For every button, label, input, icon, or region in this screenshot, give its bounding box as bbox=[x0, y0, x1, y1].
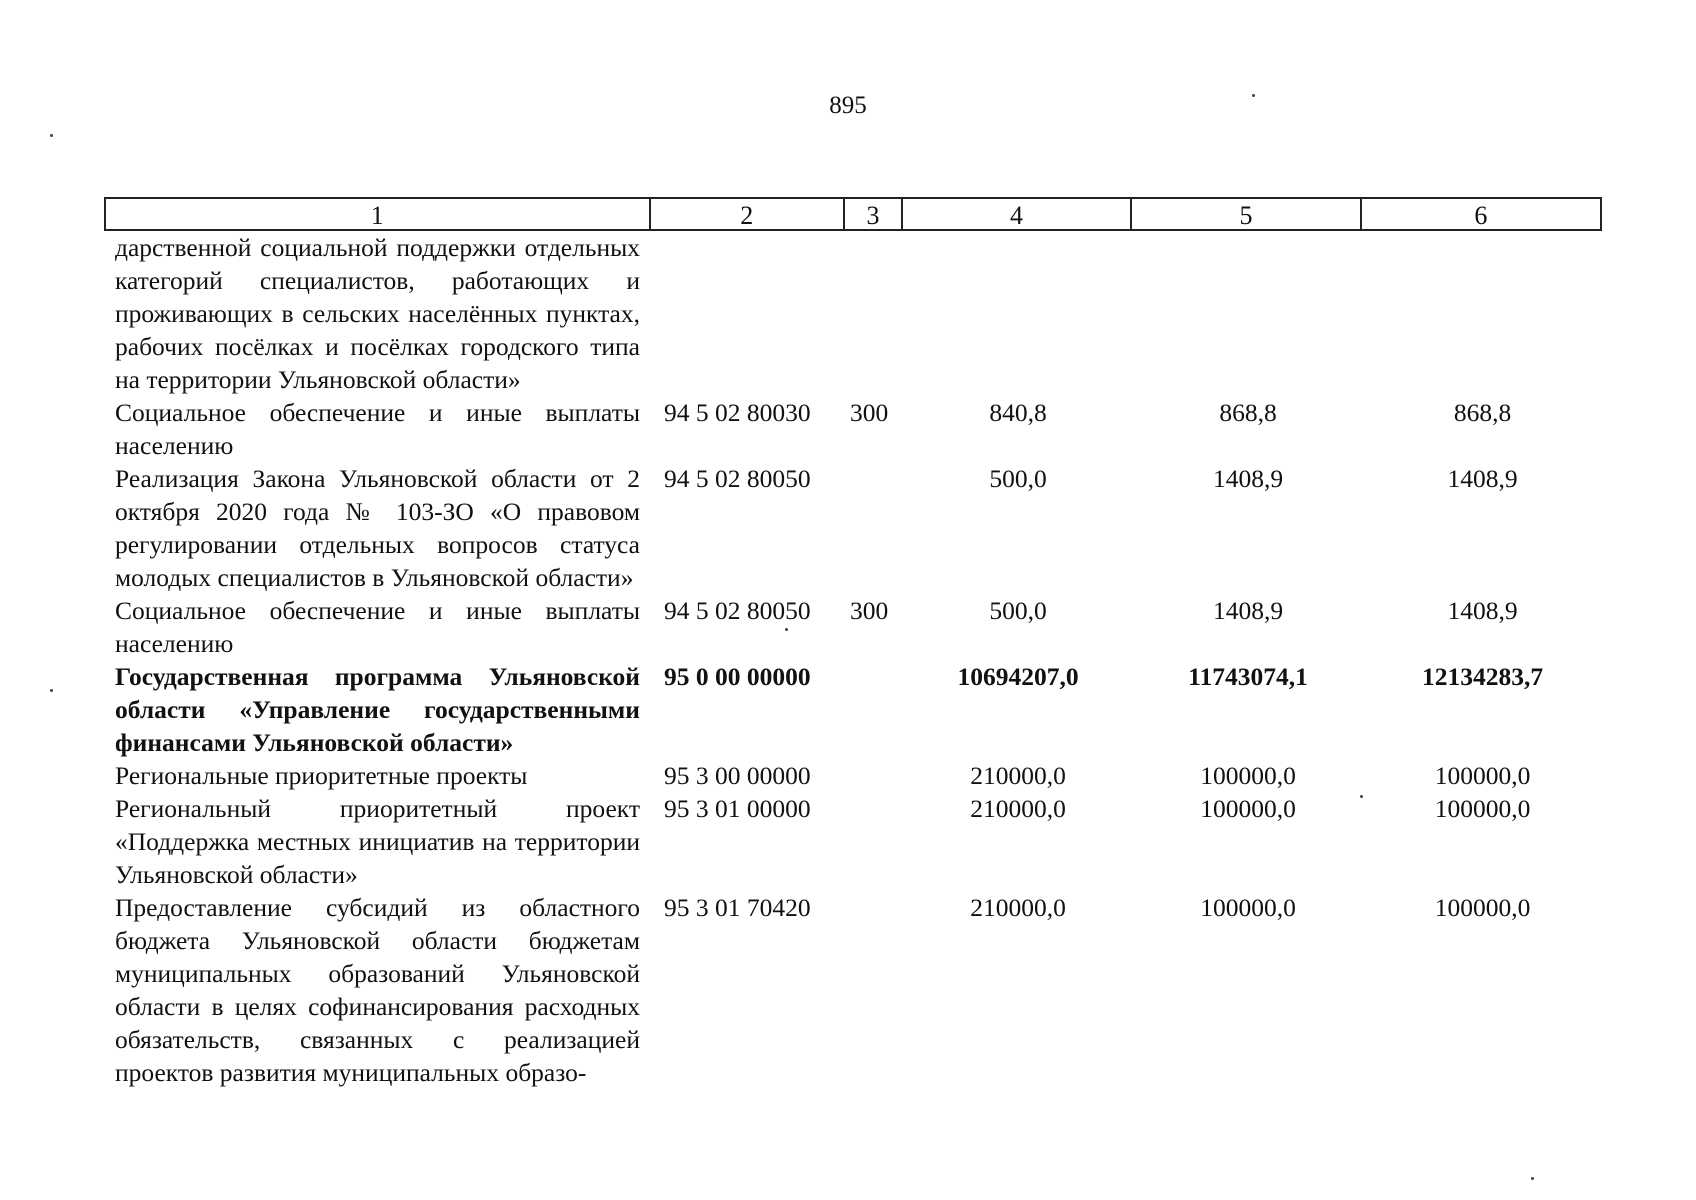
row-code: 95 0 00 00000 bbox=[664, 662, 811, 691]
header-col-3: 3 bbox=[845, 199, 903, 229]
row-type bbox=[845, 759, 903, 792]
row-code: 95 3 00 00000 bbox=[664, 761, 811, 790]
table-row bbox=[104, 792, 1602, 891]
row-type: 300 bbox=[850, 596, 889, 625]
table-row bbox=[104, 594, 1602, 660]
row-name: Реализация Закона Ульяновской области от 2 октября 2020 года № 103-ЗО «О правовом регулировании отдельных вопросов статуса молодых специалистов в Ульяновской области» bbox=[115, 464, 640, 592]
row-value-col6: 100000,0 bbox=[1434, 761, 1531, 790]
table-row bbox=[104, 759, 1602, 792]
header-col-4: 4 bbox=[903, 199, 1132, 229]
row-value-col6: 12134283,7 bbox=[1421, 662, 1544, 691]
row-value-col5: 1408,9 bbox=[1212, 464, 1284, 493]
row-value-col6 bbox=[1363, 231, 1602, 396]
row-value-col5 bbox=[1133, 231, 1363, 396]
row-value-col6: 1408,9 bbox=[1447, 596, 1518, 625]
row-type bbox=[845, 462, 903, 594]
row-value-col4: 210000,0 bbox=[970, 761, 1066, 790]
row-code: 94 5 02 80050 bbox=[664, 596, 811, 625]
header-col-5: 5 bbox=[1132, 199, 1361, 229]
row-value-col4: 210000,0 bbox=[970, 893, 1066, 922]
row-value-col5: 868,8 bbox=[1219, 398, 1277, 427]
row-value-col4: 10694207,0 bbox=[957, 662, 1079, 691]
table-row bbox=[104, 462, 1602, 594]
row-value-col4: 500,0 bbox=[989, 596, 1047, 625]
row-code: 95 3 01 70420 bbox=[664, 893, 811, 922]
table-body bbox=[104, 231, 1602, 1089]
row-value-col6: 1408,9 bbox=[1447, 464, 1518, 493]
table-row bbox=[104, 891, 1602, 1089]
row-value-col6: 100000,0 bbox=[1434, 794, 1531, 823]
row-value-col5: 100000,0 bbox=[1200, 761, 1296, 790]
row-code bbox=[650, 231, 845, 396]
row-type bbox=[845, 660, 903, 759]
table-row bbox=[104, 396, 1602, 462]
row-value-col6: 100000,0 bbox=[1434, 893, 1531, 922]
scan-speck bbox=[50, 134, 53, 137]
row-name: Социальное обеспечение и иные выплаты населению bbox=[115, 398, 640, 460]
row-code: 95 3 01 00000 bbox=[664, 794, 811, 823]
row-value-col4 bbox=[903, 231, 1133, 396]
row-value-col5: 100000,0 bbox=[1200, 794, 1296, 823]
scan-speck bbox=[1252, 94, 1255, 97]
row-value-col4: 210000,0 bbox=[970, 794, 1066, 823]
row-name: Региональные приоритетные проекты bbox=[115, 761, 528, 790]
row-value-col6: 868,8 bbox=[1453, 398, 1512, 427]
table-header bbox=[104, 197, 1602, 231]
row-value-col5: 1408,9 bbox=[1212, 596, 1284, 625]
row-value-col5: 100000,0 bbox=[1200, 893, 1296, 922]
row-value-col4: 840,8 bbox=[989, 398, 1047, 427]
header-col-6: 6 bbox=[1474, 201, 1488, 230]
row-code: 94 5 02 80050 bbox=[664, 464, 811, 493]
scan-speck bbox=[1531, 1177, 1534, 1180]
row-type: 300 bbox=[850, 398, 889, 427]
header-col-2: 2 bbox=[651, 199, 845, 229]
header-col-1: 1 bbox=[106, 199, 651, 229]
row-name: Государственная программа Ульяновской области «Управление государственными финансами Ульяновской области» bbox=[115, 662, 640, 757]
row-name: Региональный приоритетный проект «Поддержка местных инициатив на территории Ульяновской области» bbox=[115, 794, 640, 889]
row-name: Предоставление субсидий из областного бюджета Ульяновской области бюджетам муниципальных образований Ульяновской области в целях софинансирования расходных обязательств, связанных с реализацией проектов развития муниципальных образо- bbox=[115, 893, 640, 1087]
row-value-col4: 500,0 bbox=[989, 464, 1047, 493]
row-code: 94 5 02 80030 bbox=[664, 398, 811, 427]
table-row bbox=[104, 660, 1602, 759]
row-value-col5: 11743074,1 bbox=[1188, 662, 1308, 691]
row-name: дарственной социальной поддержки отдельных категорий специалистов, работающих и проживающих в сельских населённых пунктах, рабочих посёлках и посёлках городского типа на территории Ульяновской области» bbox=[115, 233, 640, 394]
row-type bbox=[845, 792, 903, 891]
row-type bbox=[845, 231, 903, 396]
scan-speck bbox=[50, 689, 53, 692]
row-type bbox=[845, 891, 903, 1089]
page-number: 895 bbox=[829, 92, 867, 119]
table-row bbox=[104, 231, 1602, 396]
row-name: Социальное обеспечение и иные выплаты населению bbox=[115, 596, 640, 658]
